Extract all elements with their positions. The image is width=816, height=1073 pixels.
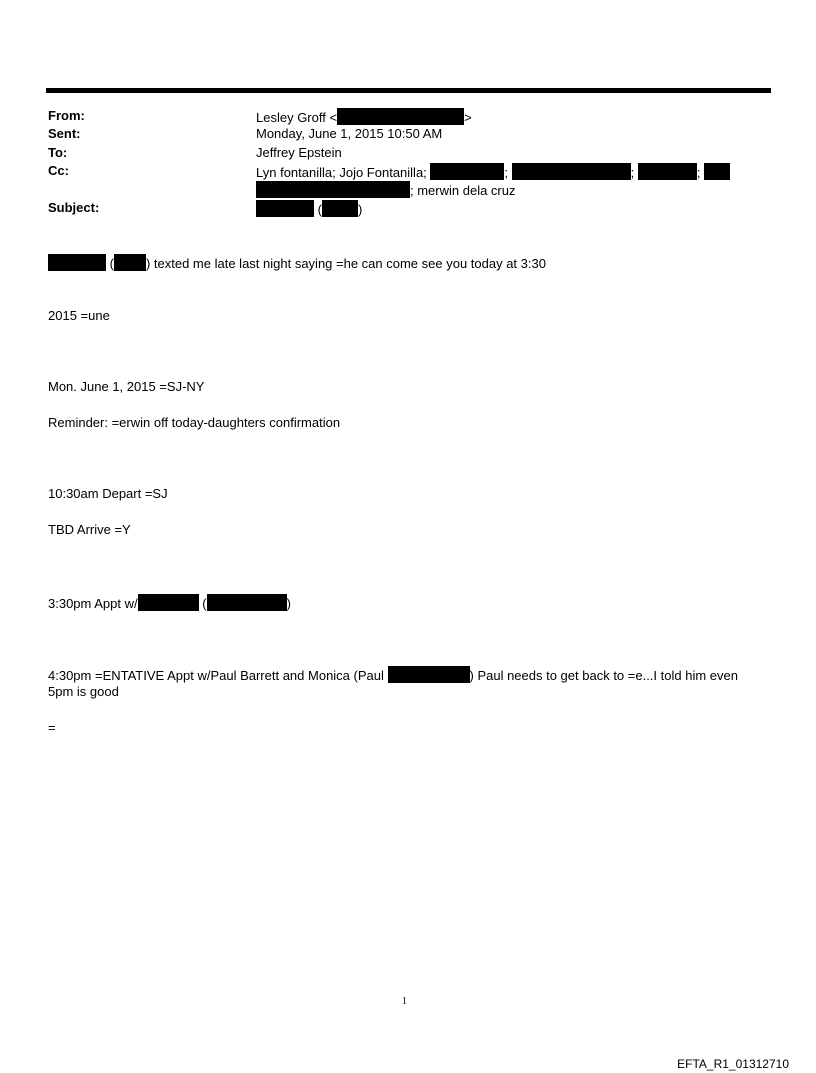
body-line-8-cont: 5pm is good: [48, 684, 119, 699]
appt-paren-open: (: [202, 596, 207, 611]
body-text: ) texted me late last night saying =he can come see you today at 3:30: [145, 256, 546, 271]
redaction-box: [512, 163, 631, 180]
redaction-box: [256, 181, 410, 198]
redaction-box: [207, 594, 287, 611]
cc-separator: ;: [504, 165, 509, 180]
to-label: To:: [48, 145, 68, 160]
body-line-8: [48, 666, 738, 683]
redaction-box: [388, 666, 470, 683]
body-line-2: 2015 =une: [48, 308, 110, 323]
body-line-6: TBD Arrive =Y: [48, 522, 131, 537]
cc-value-line1: [256, 163, 730, 180]
subject-label: Subject:: [48, 200, 100, 215]
subject-value: [256, 200, 362, 217]
tentative-appt-text: 4:30pm =ENTATIVE Appt w/Paul Barrett and Monica (Paul: [48, 668, 384, 683]
cc-label: Cc:: [48, 163, 69, 178]
appt-paren-close: ): [286, 596, 291, 611]
redaction-box: [704, 163, 730, 180]
redaction-box: [48, 254, 106, 271]
body-line-9: =: [48, 720, 56, 735]
body-line-4: Reminder: =erwin off today-daughters confirmation: [48, 415, 341, 430]
body-line-5: 10:30am Depart =SJ: [48, 486, 168, 501]
appt-text: 3:30pm Appt w/: [48, 596, 138, 611]
from-value: [256, 108, 472, 125]
cc-names-end: ; merwin dela cruz: [410, 183, 516, 198]
redaction-box: [322, 200, 358, 217]
redaction-box: [337, 108, 464, 125]
body-paren-open: (: [109, 256, 114, 271]
body-line-7: [48, 594, 291, 611]
sent-value: Monday, June 1, 2015 10:50 AM: [256, 126, 443, 141]
document-id: EFTA_R1_01312710: [677, 1057, 789, 1071]
cc-separator: ;: [696, 165, 701, 180]
cc-value-line2: [256, 181, 515, 198]
redaction-box: [638, 163, 697, 180]
cc-names: Lyn fontanilla; Jojo Fontanilla;: [256, 165, 427, 180]
subject-open: (: [317, 202, 322, 217]
from-close: >: [464, 110, 472, 125]
sent-label: Sent:: [48, 126, 81, 141]
body-line-1: [48, 254, 546, 271]
redaction-box: [138, 594, 199, 611]
from-label: From:: [48, 108, 85, 123]
redaction-box: [114, 254, 146, 271]
subject-close: ): [357, 202, 363, 217]
redaction-box: [256, 200, 314, 217]
page-number: 1: [402, 996, 407, 1007]
header-rule: [46, 88, 771, 93]
from-name: Lesley Groff <: [256, 110, 338, 125]
cc-separator: ;: [630, 165, 635, 180]
body-line-3: Mon. June 1, 2015 =SJ-NY: [48, 379, 205, 394]
redaction-box: [430, 163, 504, 180]
to-value: Jeffrey Epstein: [256, 145, 342, 160]
tentative-appt-rest: ) Paul needs to get back to =e...I told him even: [469, 668, 738, 683]
